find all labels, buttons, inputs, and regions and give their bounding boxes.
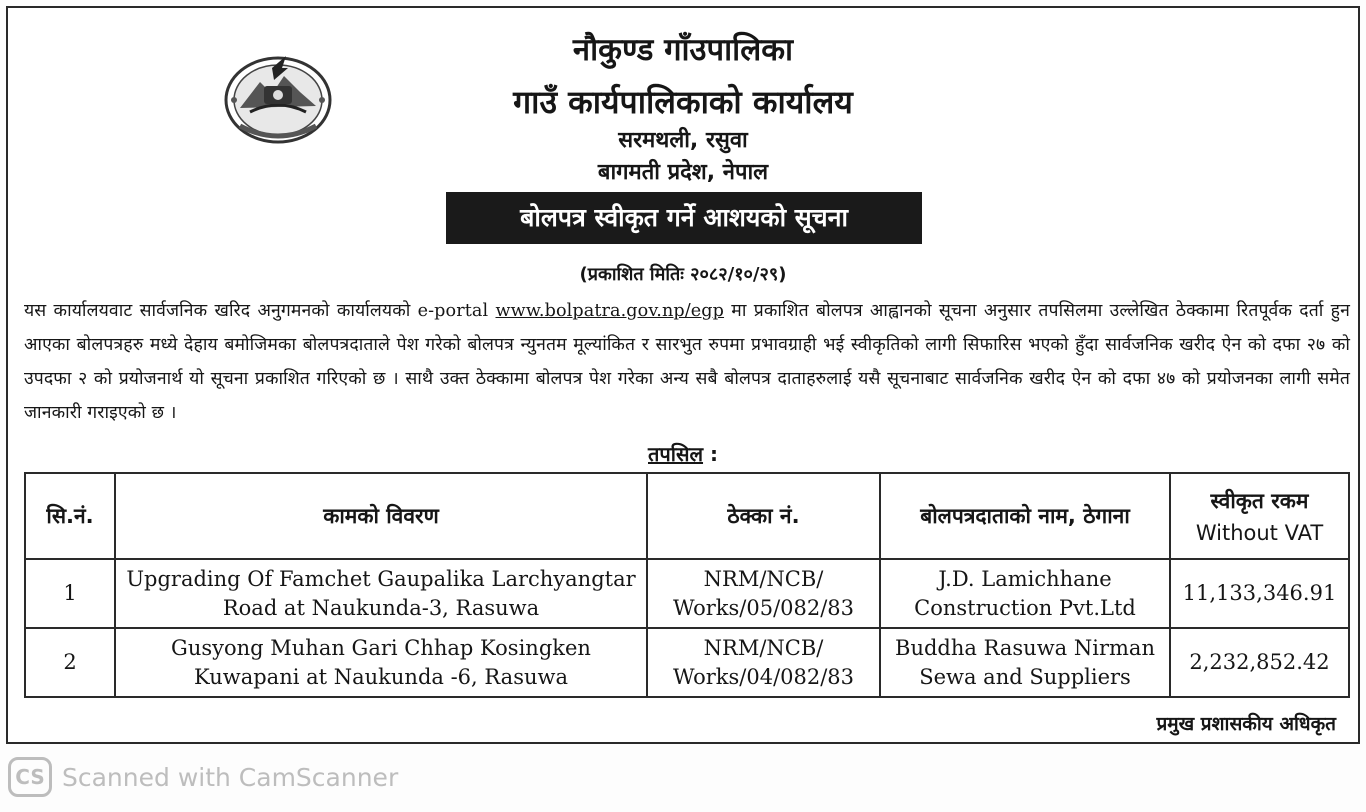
header-amount-sub: Without VAT [1195, 521, 1324, 545]
cell-serial-no: 1 [25, 559, 115, 628]
notice-body-main: मा प्रकाशित बोलपत्र आह्वानको सूचना अनुसार तपसिलमा उल्लेखित ठेक्कामा रितपूर्वक दर्ता हुन आएका बोलपत्रहरु मध्ये देहाय बमोजिमका बोलपत्रदाताले पेश गरेको बोलपत्र न्युनतम मूल्यांकित र सारभुत रुपमा प्रभावग्राही भई स्वीकृतिको लागी सिफारिस भएको हुँदा सार्वजनिक खरीद ऐन को दफा २७ को उपदफा २ को प्रयोजनार्थ यो सूचना प्रकाशित गरिएको छ । साथै उक्त ठेक्कामा बोलपत्र पेश गरेका अन्य सबै बोलपत्र दाताहरुलाई यसै सूचनाबाट सार्वजनिक खरीद ऐन को दफा ४७ को प्रयोजनका लागी समेत जानकारी गराइएको छ । [24, 301, 1350, 423]
work-line-1: Gusyong Muhan Gari Chhap Kosingken [171, 635, 591, 660]
published-date: (प्रकाशित मितिः २०८२/१०/२९) [579, 264, 787, 285]
schedule-label: तपसिल [648, 442, 704, 466]
camscanner-watermark [8, 756, 398, 798]
address-line-2: बागमती प्रदेश, नेपाल [597, 160, 769, 185]
contract-line-1: NRM/NCB/ [703, 635, 824, 660]
municipality-name: नौकुण्ड गाँउपालिका [572, 32, 794, 68]
notice-body-intro: यस कार्यालयवाट सार्वजनिक खरिद अनुगमनको कार्यालयको e-portal [24, 301, 496, 321]
cell-contract-no [647, 628, 880, 697]
schedule-colon: : [703, 442, 718, 466]
header-work-description: कामको विवरण [115, 473, 647, 559]
header-bidder: बोलपत्रदाताको नाम, ठेगाना [880, 473, 1170, 559]
signatory-title: प्रमुख प्रशासकीय अधिकृत [1156, 713, 1336, 735]
cell-work-description [115, 628, 647, 697]
cell-serial-no: 2 [25, 628, 115, 697]
work-line-1: Upgrading Of Famchet Gaupalika Larchyangtar [126, 566, 636, 591]
notice-title-banner: बोलपत्र स्वीकृत गर्ने आशयको सूचना [446, 192, 922, 244]
address-line-1: सरमथली, रसुवा [618, 128, 748, 153]
table-row [25, 628, 1349, 697]
bolpatra-portal-link[interactable]: www.bolpatra.gov.np/egp [495, 301, 725, 321]
work-line-2: Road at Naukunda-3, Rasuwa [222, 595, 540, 620]
tender-table [24, 472, 1350, 698]
cell-bidder [880, 628, 1170, 697]
cell-amount: 2,232,852.42 [1170, 628, 1349, 697]
cell-amount: 11,133,346.91 [1170, 559, 1349, 628]
contract-line-1: NRM/NCB/ [703, 566, 824, 591]
bidder-line-1: J.D. Lamichhane [938, 566, 1112, 591]
schedule-heading [8, 440, 1358, 467]
header-contract-no: ठेक्का नं. [647, 473, 880, 559]
notice-body [24, 294, 1350, 430]
header-serial-no: सि.नं. [25, 473, 115, 559]
notice-frame [6, 6, 1360, 744]
office-name: गाउँ कार्यपालिकाको कार्यालय [513, 83, 853, 121]
table-header-row [25, 473, 1349, 559]
camscanner-logo-icon: CS [8, 757, 52, 797]
contract-line-2: Works/05/082/83 [672, 595, 855, 620]
header-amount-label: स्वीकृत रकम [1210, 489, 1309, 513]
cell-work-description [115, 559, 647, 628]
camscanner-text: Scanned with CamScanner [62, 762, 399, 792]
contract-line-2: Works/04/082/83 [672, 664, 855, 689]
table-row [25, 559, 1349, 628]
header-approved-amount [1170, 473, 1349, 559]
work-line-2: Kuwapani at Naukunda -6, Rasuwa [193, 664, 568, 689]
bidder-line-1: Buddha Rasuwa Nirman [895, 635, 1155, 660]
cell-bidder [880, 559, 1170, 628]
bidder-line-2: Construction Pvt.Ltd [914, 595, 1136, 620]
bidder-line-2: Sewa and Suppliers [919, 664, 1131, 689]
cell-contract-no [647, 559, 880, 628]
